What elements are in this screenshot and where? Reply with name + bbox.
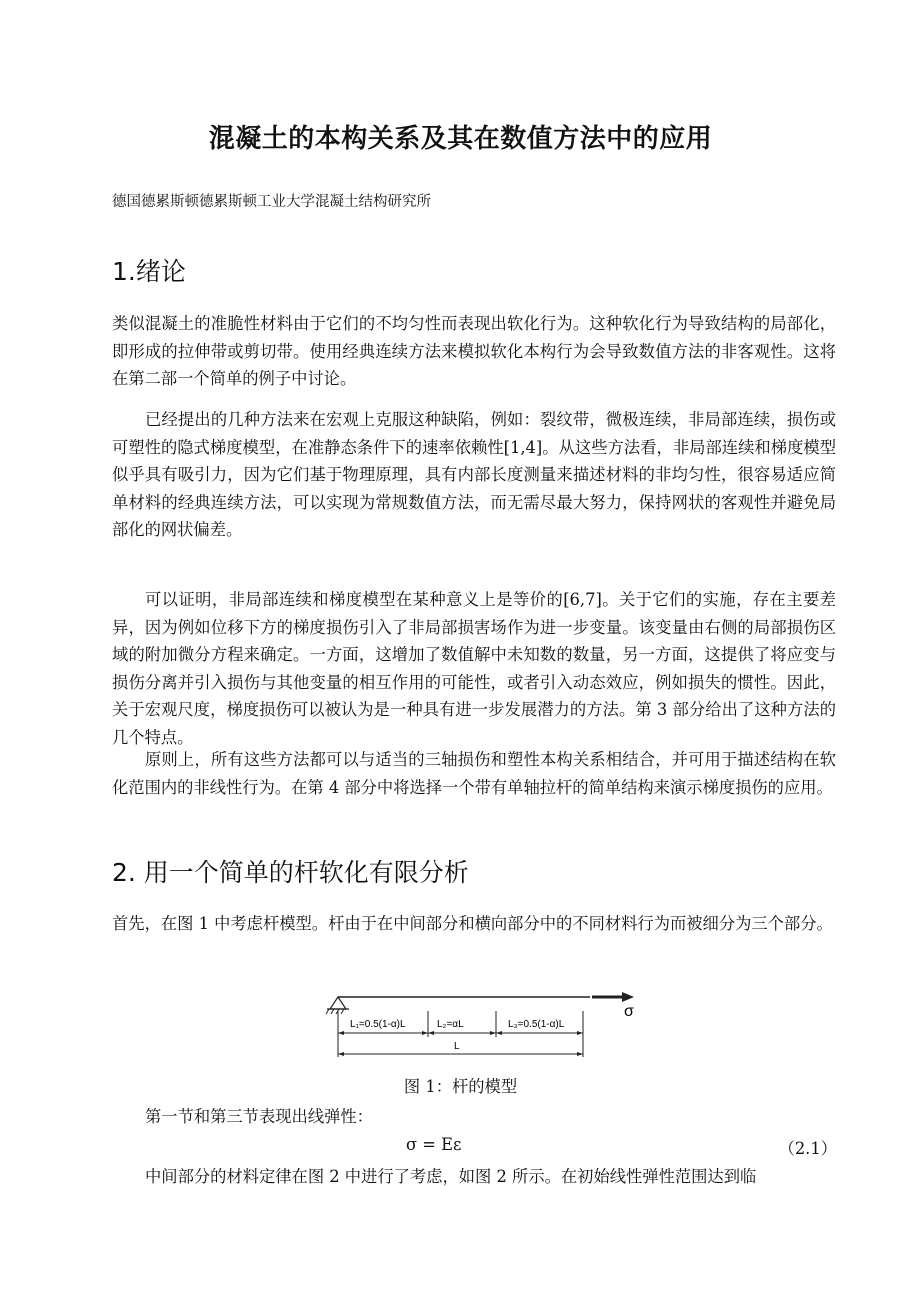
segment-3-label: L₃=0.5(1-α)L	[508, 1019, 565, 1030]
affiliation: 德国德累斯顿德累斯顿工业大学混凝土结构研究所	[112, 194, 431, 210]
bar-model-figure	[320, 985, 650, 1065]
section-1-paragraph-3: 可以证明，非局部连续和梯度模型在某种意义上是等价的[6,7]。关于它们的实施，存在主要差异，因为例如位移下方的梯度损伤引入了非局部损害场作为进一步变量。该变量由右侧的局部损伤区域的附加微分方程来确定。一方面，这增加了数值解中未知数的数量，另一方面，这提供了将应变与损伤分离并引入损伤与其他变量的相互作用的可能性，或者引入动态效应，例如损失的惯性。因此，关于宏观尺度，梯度损伤可以被认为是一种具有进一步发展潜力的方法。第 3 部分给出了这种方法的几个特点。	[112, 590, 836, 747]
section-1-paragraph-4: 原则上，所有这些方法都可以与适当的三轴损伤和塑性本构关系相结合，并可用于描述结构在软化范围内的非线性行为。在第 4 部分中将选择一个带有单轴拉杆的简单结构来演示梯度损伤的应用。	[112, 750, 836, 797]
section-1-paragraph-2: 已经提出的几种方法来在宏观上克服这种缺陷，例如：裂纹带，微极连续，非局部连续，损伤或可塑性的隐式梯度模型，在准静态条件下的速率依赖性[1,4]。从这些方法看，非局部连续和梯度模型似乎具有吸引力，因为它们基于物理原理，具有内部长度测量来描述材料的非均匀性，很容易适应简单材料的经典连续方法，可以实现为常规数值方法，而无需尽最大努力，保持网状的客观性并避免局部化的网状偏差。	[112, 410, 836, 539]
section-2-heading: 2. 用一个简单的杆软化有限分析	[112, 858, 469, 887]
segment-1-label: L₁=0.5(1-α)L	[350, 1019, 406, 1030]
section-2-paragraph-1: 首先，在图 1 中考虑杆模型。杆由于在中间部分和横向部分中的不同材料行为而被细分为三个部分。	[112, 914, 833, 933]
section-1-heading: 1.绪论	[112, 257, 186, 286]
section-2-paragraph-2: 第一节和第三节表现出线弹性：	[145, 1107, 373, 1126]
figure-1-caption: 图 1：杆的模型	[403, 1077, 518, 1096]
segment-2-label: L₂=αL	[437, 1019, 464, 1030]
total-length-label: L	[454, 1041, 460, 1052]
section-2-paragraph-3: 中间部分的材料定律在图 2 中进行了考虑，如图 2 所示。在初始线性弹性范围达到临	[145, 1167, 757, 1186]
equation-number: （2.1）	[778, 1139, 837, 1158]
equation-2-1: σ = Eε	[406, 1135, 462, 1154]
page-title: 混凝土的本构关系及其在数值方法中的应用	[208, 124, 713, 154]
section-1-paragraph-1: 类似混凝土的准脆性材料由于它们的不均匀性而表现出软化行为。这种软化行为导致结构的局部化，即形成的拉伸带或剪切带。使用经典连续方法来模拟软化本构行为会导致数值方法的非客观性。这将在第二部一个简单的例子中讨论。	[112, 314, 836, 388]
sigma-label: σ	[624, 1003, 634, 1020]
load-arrow-icon	[592, 992, 634, 1002]
